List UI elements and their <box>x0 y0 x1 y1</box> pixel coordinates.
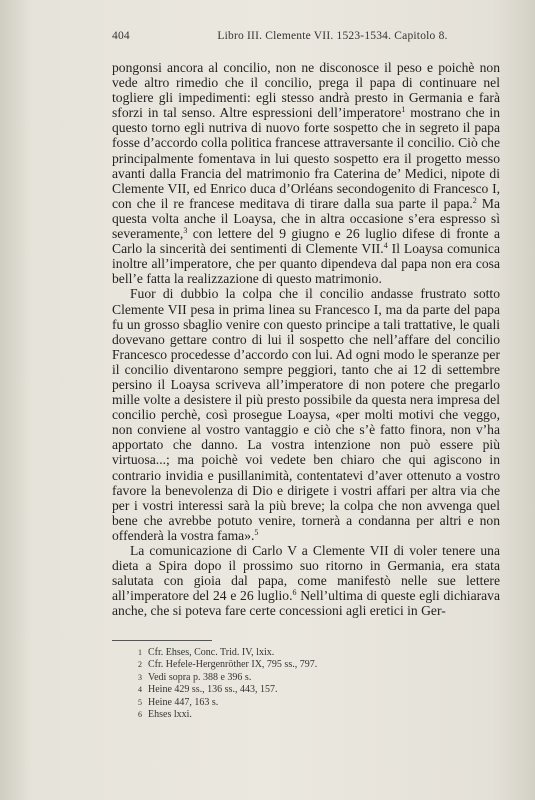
footnote <box>112 659 500 671</box>
main-text <box>112 60 500 618</box>
footnote-marker: 1 <box>401 105 406 115</box>
text-run: pongonsi ancora al concilio, non ne disconosce il peso e poichè non vede altro rimedio che il concilio, prega il papa di continuare nel togliere gli impedimenti: egli stesso andrà presto in Germania e farà sforzi in tal senso. Altre espressioni dell’imperatore <box>112 60 500 121</box>
text-run: Fuor di dubbio la colpa che il concilio andasse frustrato sotto Clemente VII pesa in prima linea su Francesco I, ma da parte del papa fu un grosso sbaglio venire con questo principe a tali trattative, le quali dovevano gettare contro di lui il sospetto che nell’affare del concilio Francesco procedesse d’accordo con lui. Ad ogni modo le speranze per il concilio diventarono sempre peggiori, tanto che ai 12 di settembre persino il Loaysa scriveva all’imperatore di non potere che pregarlo mille volte a desistere il più presto possibile da questa nera impresa del concilio perchè, così prosegue Loaysa, «per molti motivi che veggo, non conviene al vostro vantaggio e ciò che s’è fatto finora, non v’ha apportato che danno. La vostra intenzione non può essere più virtuosa...; ma poichè voi vedete ben chiaro che qui agiscono in contrario invidia e pusillanimità, contentatevi d’aver ottenuto a vostro favore la benevolenza di Dio e dirigete i vostri affari per altra via che per i vostri interessi sarà la più breve; la colpa che non avvenga quel bene che avrebbe potuto venire, tornerà a condanna per altri e non offenderà la vostra fama». <box>112 286 500 543</box>
page-number: 404 <box>112 30 130 42</box>
footnote-number: 5 <box>138 697 142 707</box>
running-header <box>112 30 513 42</box>
footnote-number: 1 <box>138 648 142 657</box>
text-run: mostrano che in questo torno egli nutriva di nuovo forte sospetto che in segreto il papa fosse d’accordo colla politica francese attraversante il concilio. Ciò che principalmente fomentava in lui questo sospetto era il progetto messo avanti dalla Francia del matrimonio fra Caterina de’ Medici, nipote di Clemente VII, ed Enrico duca d’Orléans secondogenito di Francesco I, con che il re francese meditava di tirare dalla sua parte il papa. <box>112 105 501 211</box>
footnote-marker: 6 <box>292 588 297 598</box>
footnote-marker: 2 <box>472 195 477 205</box>
footnote-number: 3 <box>138 672 142 682</box>
footnote-text: Vedi sopra p. 388 e 396 s. <box>148 671 252 683</box>
footnote <box>112 697 500 709</box>
paragraph <box>112 543 500 618</box>
footnote-number: 4 <box>138 685 142 695</box>
footnote-marker: 3 <box>183 226 188 236</box>
footnote-text: Heine 429 ss., 136 ss., 443, 157. <box>148 684 278 696</box>
paragraph <box>112 60 500 286</box>
footnotes <box>112 647 500 721</box>
text-run: La comunicazione di Carlo V a Clemente VII di voler tenere una dieta a Spira dopo il prossimo suo ritorno in Germania, era stata salutata con gioia dal papa, come manifestò nelle sue lettere all’imperatore del 24 e 26 luglio. <box>112 543 500 604</box>
text-run: Ma questa volta anche il Loaysa, che in altra occasione s’era espresso sì severamente, <box>112 195 500 242</box>
text-run: Nell’ultima di queste egli dichiarava anche, che si poteva fare certe concessioni agli eretici in Ger- <box>112 588 500 619</box>
footnote-marker: 4 <box>383 241 388 251</box>
footnote-rule <box>112 640 212 641</box>
footnote-number: 6 <box>138 710 142 720</box>
footnote <box>112 647 500 659</box>
running-head: Libro III. Clemente VII. 1523-1534. Capitolo 8. <box>217 30 448 42</box>
footnote <box>112 684 500 696</box>
footnote-text: Cfr. Hefele-Hergenröther IX, 795 ss., 797. <box>148 659 318 671</box>
footnote-text: Cfr. Ehses, Conc. Trid. IV, lxix. <box>148 647 275 658</box>
footnote-marker: 5 <box>254 527 259 537</box>
footnote <box>112 672 500 684</box>
footnote-text: Heine 447, 163 s. <box>148 696 219 708</box>
footnote <box>112 709 500 721</box>
paragraph <box>112 286 500 543</box>
text-run: con lettere del 9 giugno e 26 luglio difese di fronte a Carlo la sincerità dei sentimenti di Clemente VII. <box>112 226 500 257</box>
footnote-number: 2 <box>138 660 142 670</box>
footnote-text: Ehses lxxi. <box>148 709 192 721</box>
text-run: Il Loaysa comunica inoltre all’imperatore, che per quanto dipendeva dal papa non era cosa bell’e fatta la realizzazione di questo matrimonio. <box>112 241 500 287</box>
